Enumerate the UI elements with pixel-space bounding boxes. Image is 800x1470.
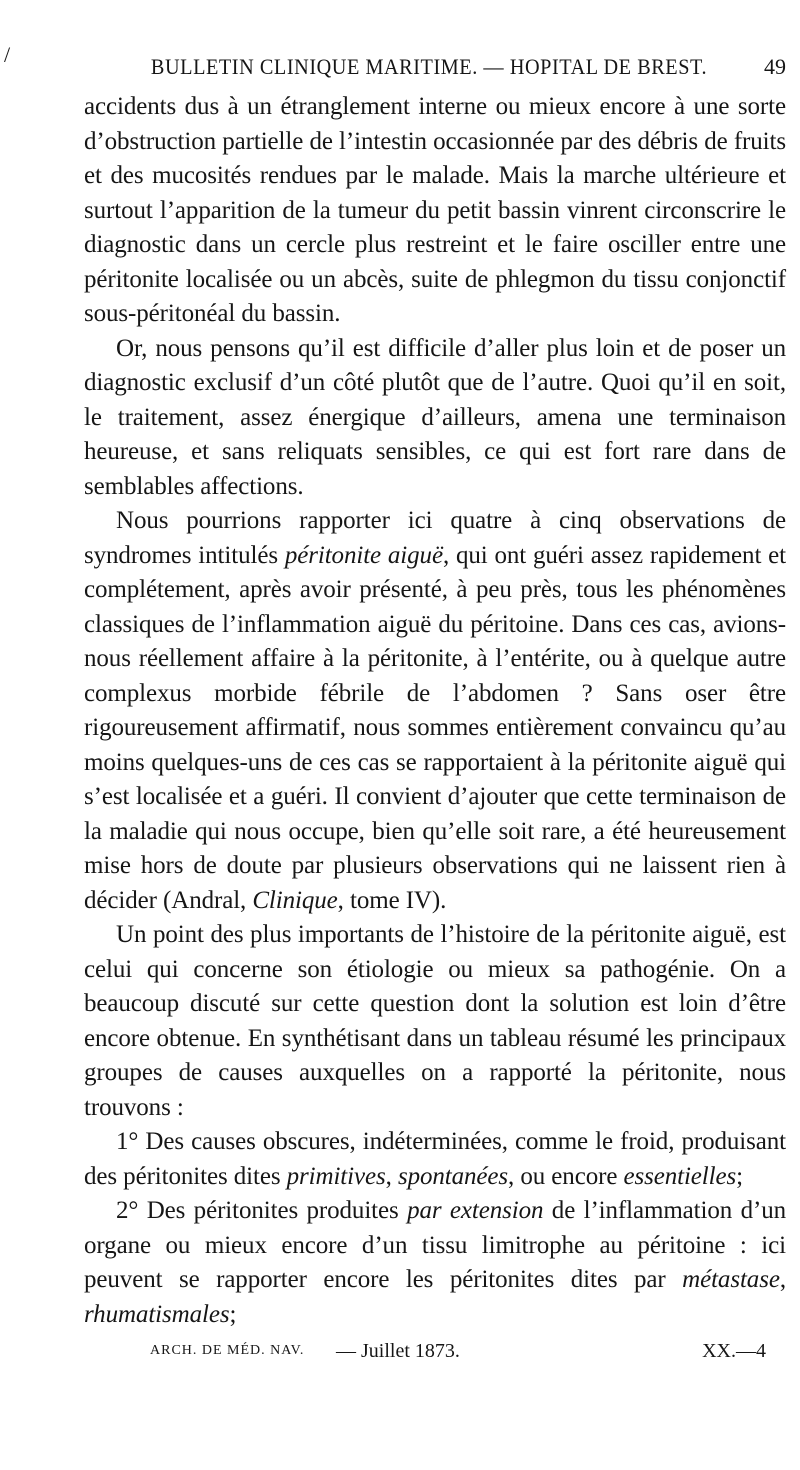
list-item-1-text-c: ; bbox=[736, 1162, 743, 1190]
paragraph-3-italic-term: péritonite aiguë bbox=[284, 541, 443, 569]
footer-signature: XX.—4 bbox=[702, 1340, 766, 1362]
list-item-2-italic-2: métastase bbox=[682, 1266, 780, 1293]
list-item-2 bbox=[84, 1194, 786, 1332]
body-text bbox=[84, 90, 786, 1332]
list-item-1 bbox=[84, 1125, 786, 1194]
list-item-2-italic-1: par extension bbox=[407, 1197, 544, 1224]
page-header bbox=[84, 52, 786, 86]
paragraph-4: Un point des plus importants de l’histoire de la péritonite aiguë, est celui qui concerne son étiologie ou mieux sa pathogénie. On a beaucoup discuté sur cette question dont la solution est loin d’être encore obtenue. En synthétisant dans un tableau résumé les principaux groupes de causes auxquelles on a rapporté la péritonite, nous trouvons : bbox=[84, 921, 786, 1121]
footer-date: — Juillet 1873. bbox=[336, 1340, 460, 1362]
paragraph-3-italic-citation: Clinique bbox=[252, 886, 338, 914]
paragraph-3-text-b: , qui ont guéri assez rapidement et complétement, après avoir présenté, à peu près, tous les phénomènes classiques de l’inflammation aiguë du péritoine. Dans ces cas, avions-nous réellement affaire à la péritonite, à l’entérite, ou à quelque autre complexus morbide fébrile de l’abdomen ? Sans oser être rigoureusement affirmatif, nous sommes entièrement convaincu qu’au moins quelques-uns de ces cas se rapportaient à la péritonite aiguë qui s’est localisée et a guéri. Il convient d’ajouter que cette terminaison de la maladie qui nous occupe, bien qu’elle soit rare, a été heureusement mise hors de doute par plusieurs observations qui ne laissent rien à décider (Andral, bbox=[84, 541, 787, 914]
list-item-1-italic-2: spontanées bbox=[397, 1162, 509, 1190]
paragraph-2: Or, nous pensons qu’il est difficile d’aller plus loin et de poser un diagnostic exclusif d’un côté plutôt que de l’autre. Quoi qu’il en soit, le traitement, assez énergique d’ailleurs, amena une terminaison heureuse, et sans reliquats sensibles, ce qui est fort rare dans de semblables affections. bbox=[84, 334, 786, 500]
paragraph-3 bbox=[84, 504, 786, 918]
paragraph-3-text-a: Nous pourrions rapporter ici quatre à cinq observations de syndromes intitulés bbox=[84, 507, 786, 569]
list-item-2-sep: , bbox=[779, 1266, 786, 1293]
list-item-1-sep: , bbox=[385, 1162, 398, 1190]
paragraph-1: accidents dus à un étranglement interne ou mieux encore à une sorte d’obstruction partielle de l’intestin occasionnée par des débris de fruits et des mucosités rendues par le malade. Mais la marche ultérieure et surtout l’apparition de la tumeur du petit bassin vinrent circonscrire le diagnostic dans un cercle plus restreint et le faire osciller entre une péritonite localisée ou un abcès, suite de phlegmon du tissu conjonctif sous-péritonéal du bassin. bbox=[84, 93, 786, 327]
list-item-1-text-a: 1° Des causes obscures, indéterminées, comme le froid, produisant des péritonites dites bbox=[84, 1128, 786, 1190]
list-item-1-italic-3: essentielles bbox=[623, 1162, 737, 1190]
corner-mark: / bbox=[4, 42, 11, 67]
list-item-2-text-a: 2° Des péritonites produites bbox=[116, 1197, 408, 1224]
page-number: 49 bbox=[764, 54, 786, 79]
paragraph-3-text-c: , tome IV). bbox=[337, 886, 447, 914]
page-footer bbox=[150, 1336, 770, 1366]
list-item-1-italic-1: primitives bbox=[286, 1162, 386, 1190]
list-item-2-text-c: ; bbox=[229, 1300, 237, 1328]
running-head: BULLETIN CLINIQUE MARITIME. — HOPITAL DE BREST. bbox=[150, 54, 708, 79]
footer-journal: ARCH. DE MÉD. NAV. bbox=[150, 1343, 305, 1358]
list-item-1-text-b: , ou encore bbox=[508, 1162, 624, 1190]
list-item-2-text-b: de l’inflammation d’un organe ou mieux encore d’un tissu limitrophe au péritoine : ici peuvent se rapporter encore les péritonites dites par bbox=[84, 1197, 786, 1293]
list-item-2-italic-3: rhumatismales bbox=[84, 1300, 230, 1328]
